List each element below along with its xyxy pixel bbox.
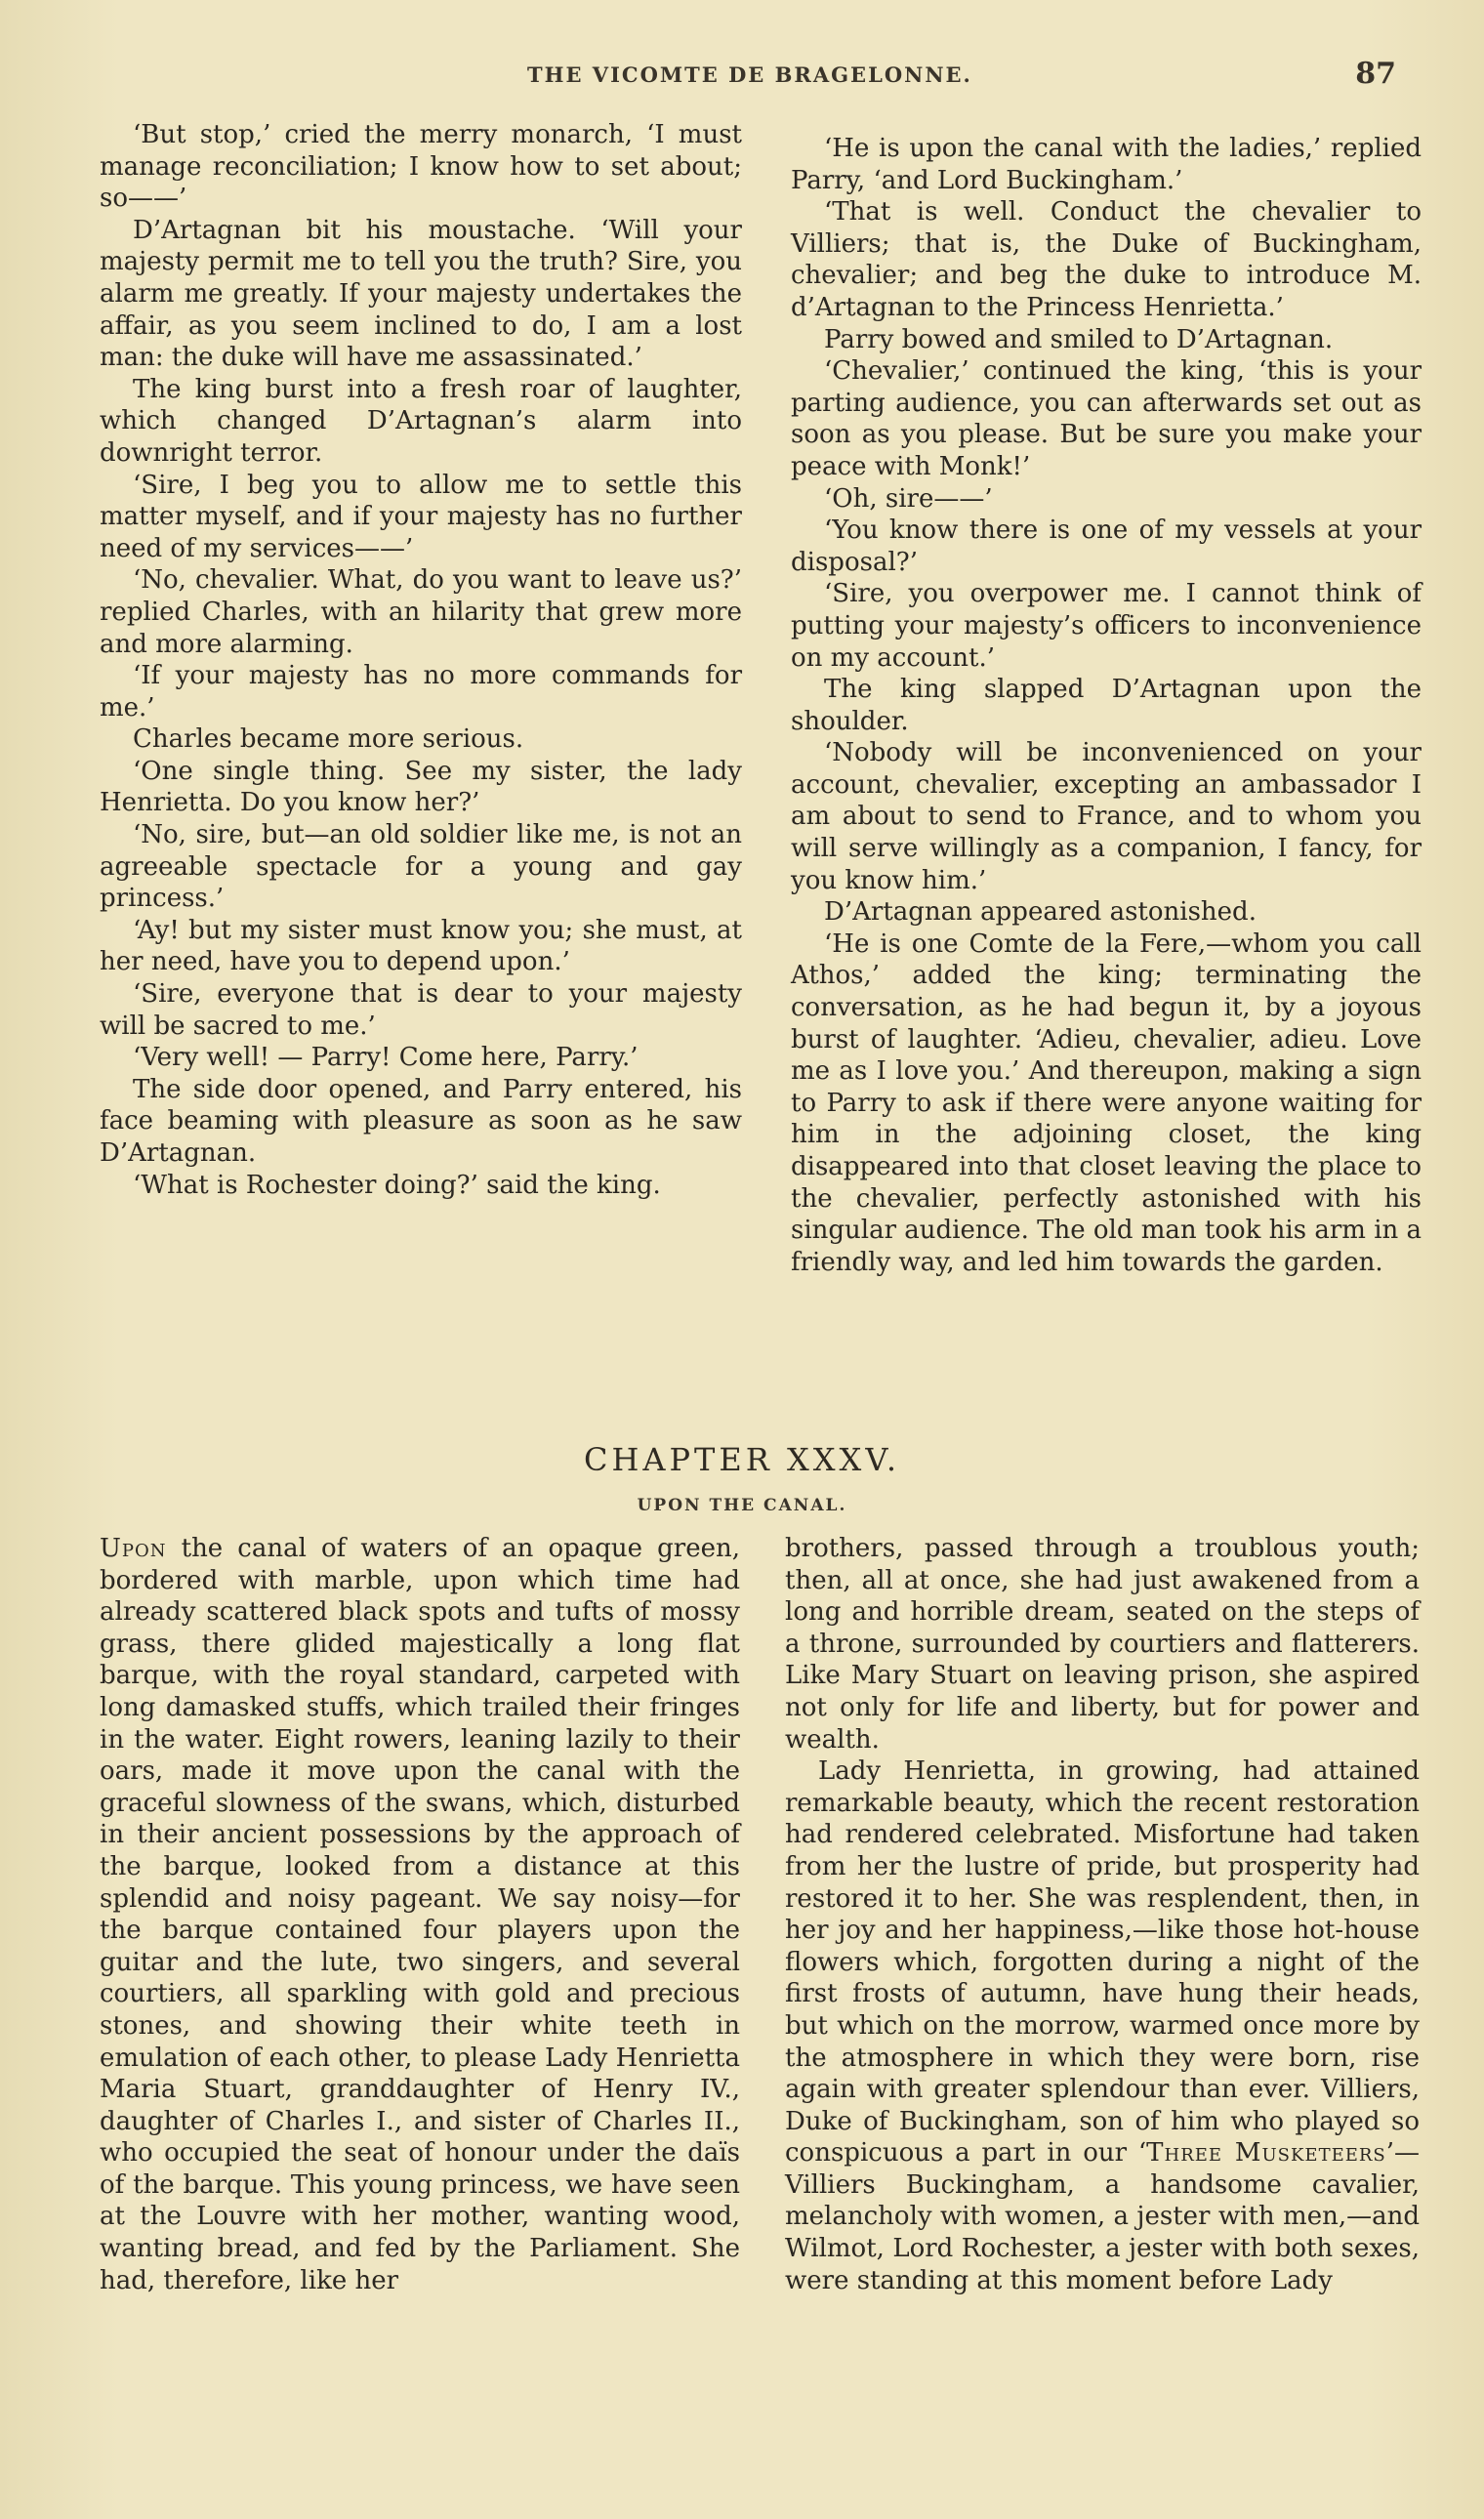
running-title: THE VICOMTE DE BRAGELONNE.	[527, 62, 972, 87]
paragraph: ‘Chevalier,’ continued the king, ‘this is your parting audience, you can afterwards set out as soon as you please. But be sure you make your peace with Monk!’	[791, 356, 1422, 481]
paragraph: ‘No, chevalier. What, do you want to leave us?’ replied Charles, with an hilarity that grew more and more alarming.	[100, 565, 742, 659]
page-header	[117, 55, 1406, 94]
paragraph: ‘Sire, you overpower me. I cannot think of putting your majesty’s officers to inconvenience on my account.’	[791, 579, 1422, 673]
paragraph-text: the canal of waters of an opaque green, bordered with marble, upon which time had already scattered black spots and tufts of mossy grass, there glided majestically a long flat barque, with the royal standard, carpeted with long damasked stuffs, which trailed their fringes in the water. Eight rowers, leaning lazily to their oars, made it move upon the canal with the graceful slowness of the swans, which, disturbed in their ancient possessions by the approach of the barque, looked from a distance at this splendid and noisy pageant. We say noisy—for the barque contained four players upon the guitar and the lute, two singers, and several courtiers, all sparkling with gold and precious stones, and showing their white teeth in emulation of each other, to please Lady Henrietta Maria Stuart, granddaughter of Henry IV., daughter of Charles I., and sister of Charles II., who occupied the seat of honour under the daïs of the barque. This young princess, we have seen at the Louvre with her mother, wanting wood, wanting bread, and fed by the Parliament. She had, therefore, like her	[100, 1534, 740, 2295]
top-left-column	[100, 119, 742, 1201]
paragraph: Parry bowed and smiled to D’Artagnan.	[824, 324, 1334, 354]
paragraph	[100, 1533, 740, 2296]
chapter-subtitle: UPON THE CANAL.	[637, 1496, 847, 1515]
book-title: Three Musketeers	[1146, 2138, 1386, 2168]
paragraph: D’Artagnan bit his moustache. ‘Will your majesty permit me to tell you the truth? Sire, you alarm me greatly. If your majesty undertakes the affair, as you seem inclined to do, I am a lost man: the duke will have me assassinated.’	[100, 215, 742, 373]
paragraph: ‘If your majesty has no more commands for me.’	[100, 661, 742, 723]
paragraph: Charles became more serious.	[133, 724, 524, 755]
paragraph: ‘One single thing. See my sister, the lady Henrietta. Do you know her?’	[100, 756, 742, 818]
paragraph: ‘That is well. Conduct the chevalier to Villiers; that is, the Duke of Buckingham, chevalier; and beg the duke to introduce M. d’Artagnan to the Princess Henrietta.’	[791, 197, 1422, 322]
chapter-heading: CHAPTER XXXV.	[583, 1441, 901, 1478]
paragraph: D’Artagnan appeared astonished.	[824, 897, 1257, 928]
dropcap-word: Upon	[100, 1534, 167, 1563]
paragraph: brothers, passed through a troublous youth; then, all at once, she had just awakened from a long and horrible dream, seated on the steps of a throne, surrounded by courtiers and flatterers. Like Mary Stuart on leaving prison, she aspired not only for life and liberty, but for power and wealth.	[785, 1534, 1420, 1755]
paragraph: ‘Sire, everyone that is dear to your majesty will be sacred to me.’	[100, 979, 742, 1041]
paragraph: ‘Sire, I beg you to allow me to settle this matter myself, and if your majesty has no further need of my services——’	[100, 470, 742, 563]
paragraph: ‘You know there is one of my vessels at your disposal?’	[791, 516, 1422, 577]
paragraph: ‘Nobody will be inconvenienced on your account, chevalier, excepting an ambassador I am about to send to France, and to whom you will serve willingly as a companion, I fancy, for you know him.’	[791, 738, 1422, 895]
paragraph-text: Lady Henrietta, in growing, had attained remarkable beauty, which the recent restoration had rendered celebrated. Misfortune had taken from her the lustre of pride, but prosperity had restored it to her. She was resplendent, then, in her joy and her happiness,—like those hot-house flowers which, forgotten during a night of the first frosts of autumn, have hung their heads, but which on the morrow, warmed once more by the atmosphere in which they were born, rise again with greater splendour than ever. Villiers, Duke of Buckingham, son of him who played so conspicuous a part in our ‘	[785, 1756, 1420, 2168]
page-number: 87	[1355, 57, 1396, 91]
paragraph: ‘He is one Comte de la Fere,—whom you call Athos,’ added the king; terminating the conversation, as he had begun it, by a joyous burst of laughter. ‘Adieu, chevalier, adieu. Love me as I love you.’ And thereupon, making a sign to Parry to ask if there were anyone waiting for him in the adjoining closet, the king disappeared into that closet leaving the place to the chevalier, perfectly astonished with his singular audience. The old man took his arm in a friendly way, and led him towards the garden.	[791, 929, 1422, 1277]
paragraph	[785, 1755, 1420, 2296]
paragraph-text: ’—Villiers Buckingham, a handsome cavalier, melancholy with women, a jester with men,—and Wilmot, Lord Rochester, a jester with both sexes, were standing at this moment before Lady	[785, 2138, 1421, 2295]
bottom-right-column	[785, 1533, 1420, 2296]
paragraph: ‘But stop,’ cried the merry monarch, ‘I must manage reconciliation; I know how to set about; so——’	[100, 120, 742, 214]
paragraph: The side door opened, and Parry entered, his face beaming with pleasure as soon as he saw D’Artagnan.	[100, 1074, 742, 1168]
paragraph: ‘Very well! — Parry! Come here, Parry.’	[133, 1043, 639, 1073]
paragraph: ‘Oh, sire——’	[824, 483, 993, 514]
paragraph: ‘Ay! but my sister must know you; she must, at her need, have you to depend upon.’	[100, 915, 742, 977]
paragraph: ‘No, sire, but—an old soldier like me, is not an agreeable spectacle for a young and gay princess.’	[100, 820, 742, 914]
paragraph: The king slapped D’Artagnan upon the shoulder.	[791, 675, 1422, 736]
paragraph: The king burst into a fresh roar of laughter, which changed D’Artagnan’s alarm into downright terror.	[100, 374, 742, 468]
top-right-column	[791, 133, 1422, 1278]
paragraph: ‘What is Rochester doing?’ said the king.	[133, 1170, 661, 1200]
bottom-left-column	[100, 1533, 740, 2296]
paragraph: ‘He is upon the canal with the ladies,’ replied Parry, ‘and Lord Buckingham.’	[791, 134, 1422, 195]
